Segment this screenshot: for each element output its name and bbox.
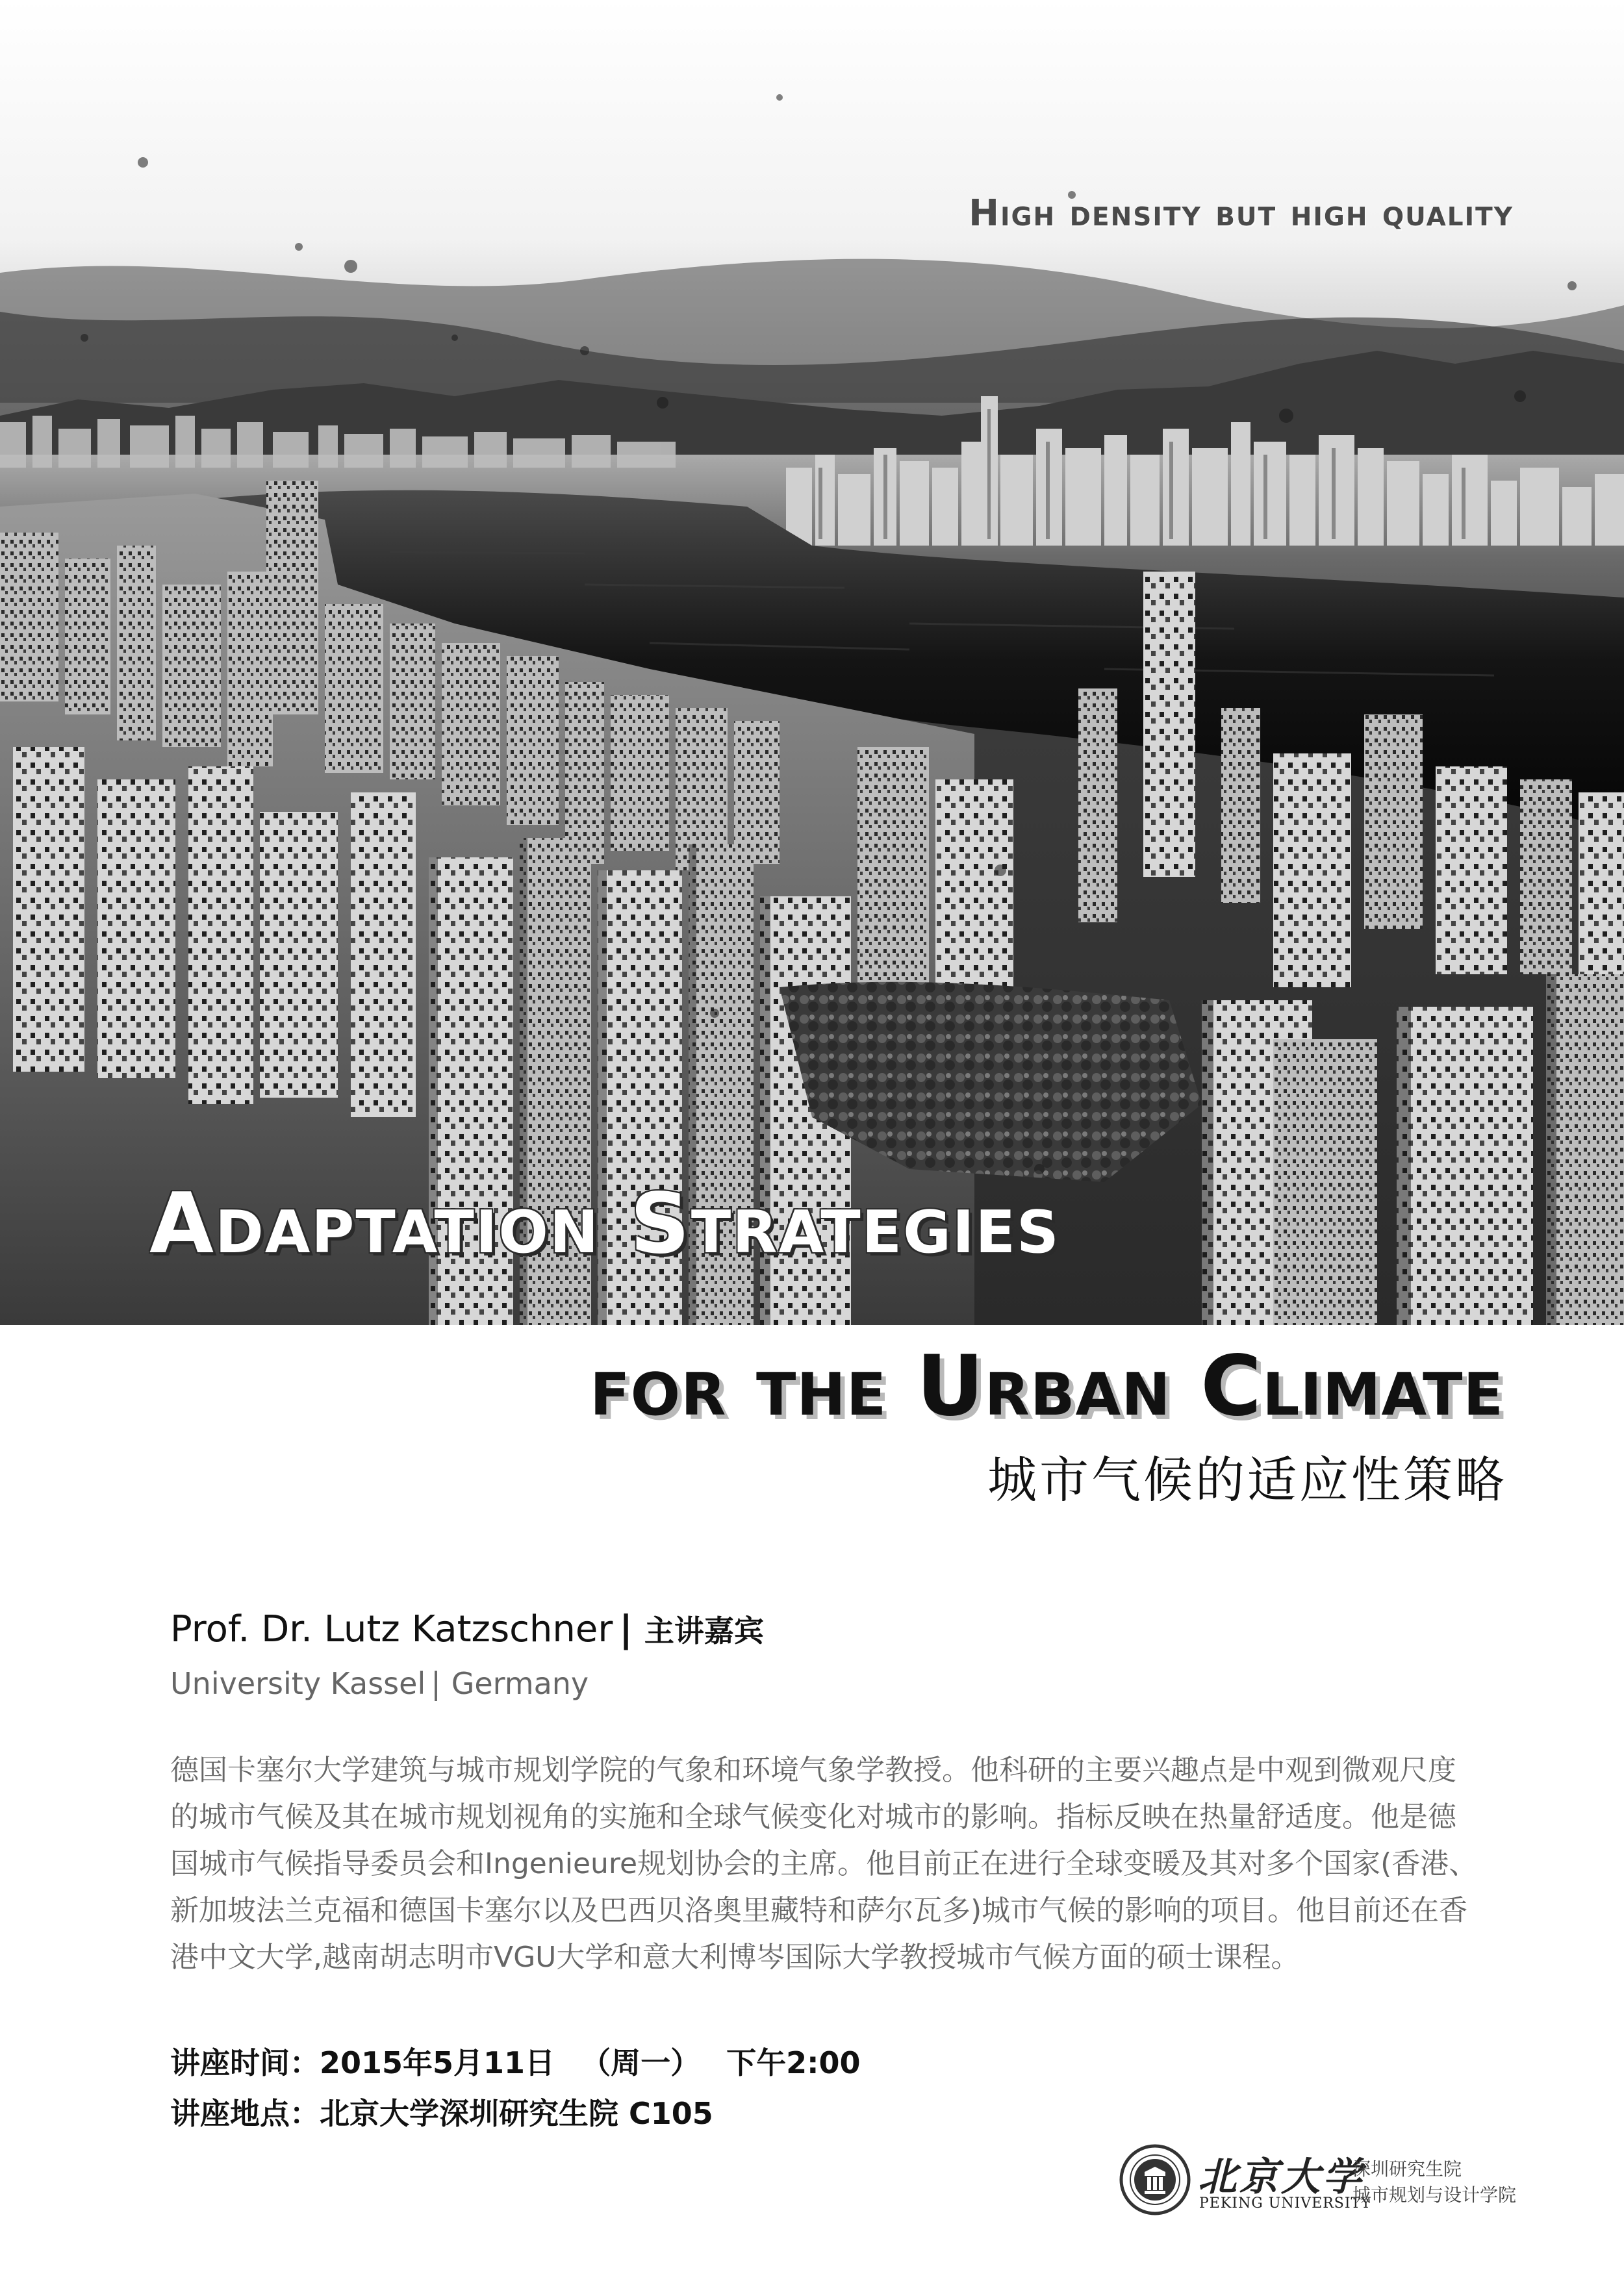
dept-line-2: 城市规划与设计学院 [1352,2184,1517,2206]
lecture-time [170,2039,860,2082]
poster-tagline: High density but high quality [969,192,1514,234]
peking-university-seal-icon [1119,2143,1191,2216]
speaker-line [170,1608,764,1650]
speaker-affiliation [170,1666,589,1701]
university-name-cn: 北京大学 [1198,2154,1364,2200]
title-chinese: 城市气候的适应性策略 [987,1451,1507,1509]
dept-line-1: 深圳研究生院 [1352,2158,1462,2180]
speaker-university: University Kassel [170,1666,426,1701]
lecture-place [170,2090,713,2133]
department-names [1352,2156,1516,2208]
speaker-role: 主讲嘉宾 [644,1613,764,1648]
lecture-hour: 下午2:00 [726,2045,861,2080]
lecture-weekday: （周一） [581,2045,701,2080]
lecture-venue: 北京大学深圳研究生院 C105 [320,2096,713,2131]
affiliation-separator: | [431,1666,441,1701]
speaker-name: Prof. Dr. Lutz Katzschner [170,1608,613,1650]
speaker-separator: | [619,1608,633,1650]
speaker-country: Germany [451,1666,589,1701]
lecture-date: 2015年5月11日 [320,2045,555,2080]
peking-university-logo [1119,2143,1517,2221]
time-label: 讲座时间： [170,2045,320,2080]
place-label: 讲座地点： [170,2096,320,2131]
university-name-en: PEKING UNIVERSITY [1199,2195,1371,2212]
speaker-bio: 德国卡塞尔大学建筑与城市规划学院的气象和环境气象学教授。他科研的主要兴趣点是中观到微观尺度的城市气候及其在城市规划视角的实施和全球气候变化对城市的影响。指标反映在热量舒适度。他是德国城市气候指导委员会和Ingenieure规划协会的主席。他目前正在进行全球变暖及其对多个国家(香港、新加坡法兰克福和德国卡塞尔以及巴西贝洛奥里藏特和萨尔瓦多)城市气候的影响的项目。他目前还在香港中文大学,越南胡志明市VGU大学和意大利博岑国际大学教授城市气候方面的硕士课程。 [170,1754,1478,1974]
title-line-1: Adaptation Strategies [149,1176,1060,1272]
title-line-2: for the Urban Climate [590,1338,1504,1435]
